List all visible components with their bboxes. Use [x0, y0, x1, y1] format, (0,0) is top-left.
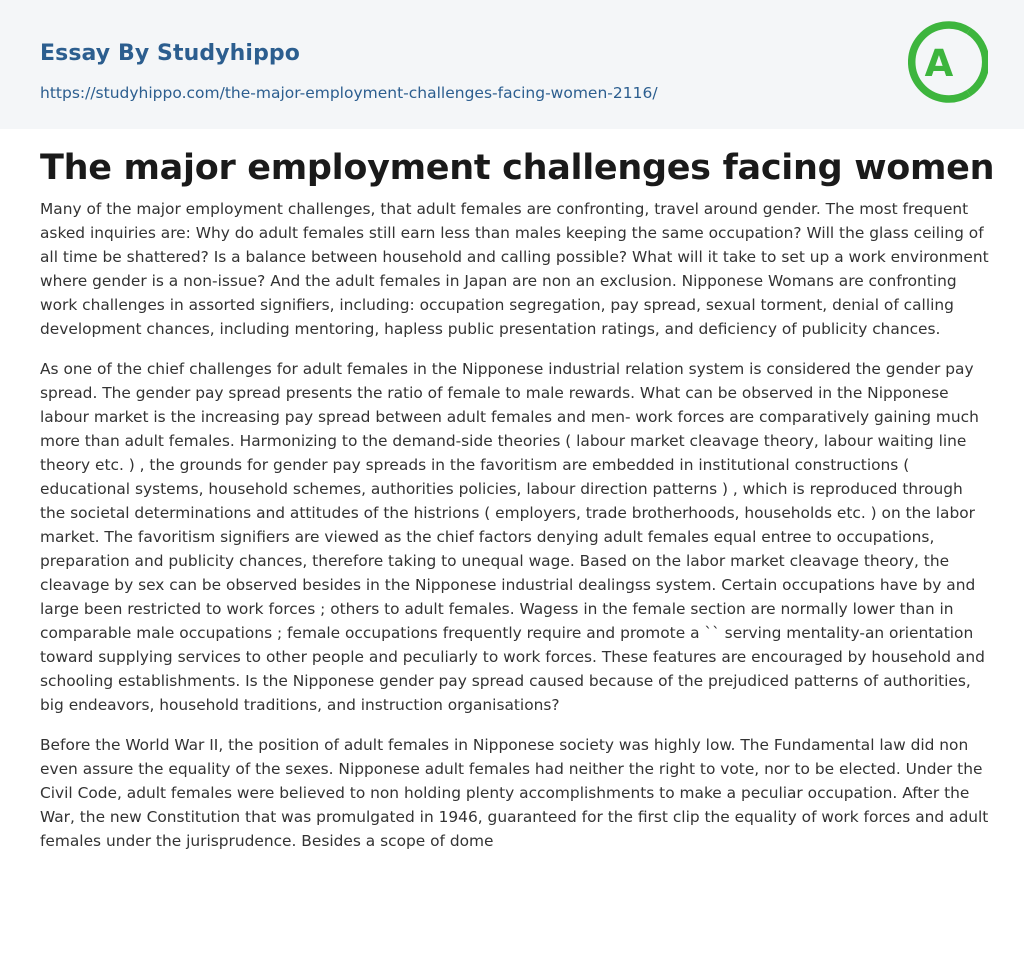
site-header [0, 0, 1024, 129]
article-paragraph-3: Before the World War II, the position of adult females in Nipponese society was highly low. The Fundamental law did non even assure the equality of the sexes. Nipponese adult females had neither the right to vote, nor to be elected. Under the Civil Code, adult females were believed to non holding plenty accomplishments to make a peculiar occupation. After the War, the new Constitution that was promulgated in 1946, guaranteed for the first clip the equality of work forces and adult females under the jurisprudence. Besides a scope of dome [40, 736, 989, 850]
article [40, 142, 995, 853]
article-title: The major employment challenges facing women [40, 148, 995, 188]
article-paragraph-2: As one of the chief challenges for adult females in the Nipponese industrial relation system is considered the gender pay spread. The gender pay spread presents the ratio of female to male rewards. What can be observed in the Nipponese labour market is the increasing pay spread between adult females and men- work forces are comparatively gaining much more than adult females. Harmonizing to the demand-side theories ( labour market cleavage theory, labour waiting line theory etc. ) , the grounds for gender pay spreads in the favoritism are embedded in institutional constructions ( educational systems, household schemes, authorities policies, labour direction patterns ) , which is reproduced through the societal determinations and attitudes of the histrions ( employers, trade brotherhoods, households etc. ) on the labor market. The favoritism signifiers are viewed as the chief factors denying adult females equal entree to occupations, preparation and publicity chances, therefore taking to unequal wage. Based on the labor market cleavage theory, the cleavage by sex can be observed besides in the Nipponese industrial dealingss system. Certain occupations have by and large been restricted to work forces ; others to adult females. Wagess in the female section are normally lower than in comparable male occupations ; female occupations frequently require and promote a `` serving mentality-an orientation toward supplying services to other people and peculiarly to work forces. These features are encouraged by household and schooling establishments. Is the Nipponese gender pay spread caused because of the prejudiced patterns of authorities, big endeavors, household traditions, and instruction organisations? [40, 360, 985, 714]
article-paragraph-1: Many of the major employment challenges, that adult females are confronting, travel around gender. The most frequent asked inquiries are: Why do adult females still earn less than males keeping the same occupation? Will the glass ceiling of all time be shattered? Is a balance between household and calling possible? What will it take to set up a work environment where gender is a non-issue? And the adult females in Japan are non an exclusion. Nipponese Womans are confronting work challenges in assorted signifiers, including: occupation segregation, pay spread, sexual torment, denial of calling development chances, including mentoring, hapless public presentation ratings, and deficiency of publicity chances. [40, 200, 989, 338]
site-brand[interactable]: Essay By Studyhippo [40, 41, 300, 66]
logo-letter: A [924, 42, 954, 85]
essay-url-link[interactable]: https://studyhippo.com/the-major-employment-challenges-facing-women-2116/ [40, 84, 658, 102]
studyhippo-logo-icon[interactable] [908, 18, 988, 106]
